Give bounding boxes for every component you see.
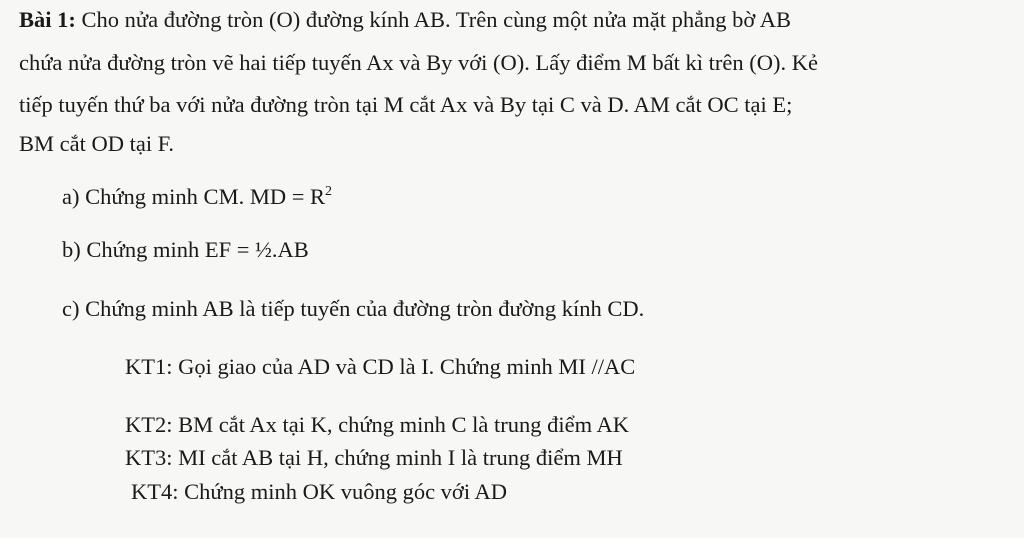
part-a — [62, 186, 332, 209]
problem-title: Bài 1: — [19, 7, 76, 32]
problem-first-line — [19, 9, 791, 32]
extension-kt1: KT1: Gọi giao của AD và CD là I. Chứng minh MI //AC — [125, 354, 636, 379]
extension-kt3: KT3: MI cắt AB tại H, chứng minh I là trung điểm MH — [125, 445, 623, 470]
extension-kt4: KT4: Chứng minh OK vuông góc với AD — [131, 479, 507, 504]
extension-kt2: KT2: BM cắt Ax tại K, chứng minh C là trung điểm AK — [125, 412, 630, 437]
part-a-text: a) Chứng minh CM. MD = R — [62, 184, 326, 209]
problem-statement-line-4: BM cắt OD tại F. — [19, 131, 175, 156]
problem-statement-line-3: tiếp tuyến thứ ba với nửa đường tròn tại M cắt Ax và By tại C và D. AM cắt OC tại E; — [19, 92, 793, 117]
problem-statement-line-2: chứa nửa đường tròn vẽ hai tiếp tuyến Ax và By với (O). Lấy điểm M bất kì trên (O). Kẻ — [19, 50, 818, 75]
problem-statement-line-1: Cho nửa đường tròn (O) đường kính AB. Trên cùng một nửa mặt phẳng bờ AB — [81, 7, 791, 32]
part-a-exponent: 2 — [325, 184, 333, 199]
part-b: b) Chứng minh EF = ½.AB — [62, 237, 309, 262]
part-c: c) Chứng minh AB là tiếp tuyến của đường tròn đường kính CD. — [62, 296, 645, 321]
